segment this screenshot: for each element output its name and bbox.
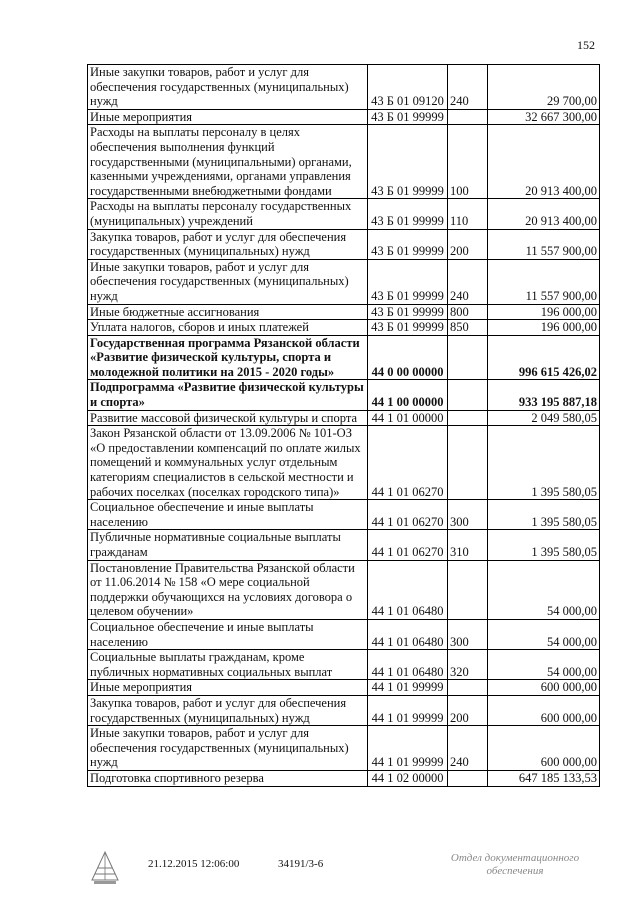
row-code-cell: 43 Б 01 09120: [368, 65, 448, 110]
row-code-cell: 43 Б 01 99999: [368, 259, 448, 304]
row-expense-type-cell: [448, 770, 488, 786]
row-amount-cell: 29 700,00: [488, 65, 600, 110]
table-row: [88, 426, 600, 500]
row-name-cell: Иные закупки товаров, работ и услуг для обеспечения государственных (муниципальных) нужд: [88, 726, 368, 771]
row-expense-type-cell: 310: [448, 530, 488, 560]
row-name-cell: Расходы на выплаты персоналу государственных (муниципальных) учреждений: [88, 199, 368, 229]
row-code-cell: 44 1 01 06480: [368, 650, 448, 680]
row-expense-type-cell: 200: [448, 695, 488, 725]
row-expense-type-cell: 100: [448, 125, 488, 199]
row-amount-cell: 54 000,00: [488, 560, 600, 619]
row-expense-type-cell: 850: [448, 320, 488, 336]
table-row: [88, 65, 600, 110]
row-name-cell: Публичные нормативные социальные выплаты гражданам: [88, 530, 368, 560]
row-name-cell: Иные мероприятия: [88, 680, 368, 696]
table-row: [88, 259, 600, 304]
table-row: [88, 695, 600, 725]
row-amount-cell: 32 667 300,00: [488, 109, 600, 125]
row-name-cell: Государственная программа Рязанской области «Развитие физической культуры, спорта и молодежной политики на 2015 - 2020 годы»: [88, 335, 368, 380]
row-code-cell: 44 1 01 06480: [368, 619, 448, 649]
row-expense-type-cell: [448, 410, 488, 426]
row-name-cell: Социальные выплаты гражданам, кроме публичных нормативных социальных выплат: [88, 650, 368, 680]
row-code-cell: 43 Б 01 99999: [368, 199, 448, 229]
table-row: [88, 304, 600, 320]
row-name-cell: Закупка товаров, работ и услуг для обеспечения государственных (муниципальных) нужд: [88, 229, 368, 259]
row-code-cell: 43 Б 01 99999: [368, 229, 448, 259]
row-expense-type-cell: [448, 680, 488, 696]
row-name-cell: Подпрограмма «Развитие физической культуры и спорта»: [88, 380, 368, 410]
row-amount-cell: 54 000,00: [488, 650, 600, 680]
row-code-cell: 44 0 00 00000: [368, 335, 448, 380]
table-row: [88, 726, 600, 771]
row-amount-cell: 54 000,00: [488, 619, 600, 649]
table-row: [88, 770, 600, 786]
table-row: [88, 680, 600, 696]
row-name-cell: Уплата налогов, сборов и иных платежей: [88, 320, 368, 336]
table-row: [88, 619, 600, 649]
page-number: 152: [577, 38, 595, 52]
row-code-cell: 44 1 01 06480: [368, 560, 448, 619]
row-amount-cell: 196 000,00: [488, 320, 600, 336]
row-expense-type-cell: [448, 560, 488, 619]
row-expense-type-cell: [448, 109, 488, 125]
row-expense-type-cell: 110: [448, 199, 488, 229]
row-name-cell: Иные закупки товаров, работ и услуг для обеспечения государственных (муниципальных) нужд: [88, 65, 368, 110]
row-expense-type-cell: [448, 426, 488, 500]
row-name-cell: Подготовка спортивного резерва: [88, 770, 368, 786]
row-name-cell: Иные мероприятия: [88, 109, 368, 125]
row-code-cell: 43 Б 01 99999: [368, 304, 448, 320]
budget-table: [87, 64, 600, 787]
table-row: [88, 560, 600, 619]
row-expense-type-cell: 240: [448, 726, 488, 771]
row-amount-cell: 996 615 426,02: [488, 335, 600, 380]
row-expense-type-cell: 200: [448, 229, 488, 259]
row-amount-cell: 2 049 580,05: [488, 410, 600, 426]
row-code-cell: 44 1 01 00000: [368, 410, 448, 426]
row-code-cell: 44 1 01 99999: [368, 680, 448, 696]
row-expense-type-cell: [448, 335, 488, 380]
row-amount-cell: 1 395 580,05: [488, 500, 600, 530]
row-amount-cell: 647 185 133,53: [488, 770, 600, 786]
row-name-cell: Развитие массовой физической культуры и спорта: [88, 410, 368, 426]
row-expense-type-cell: 300: [448, 619, 488, 649]
row-expense-type-cell: 320: [448, 650, 488, 680]
footer-doc-number: 34191/3-6: [278, 858, 324, 870]
stamp-line-2: обеспечения: [486, 865, 544, 877]
archive-logo-icon: [90, 850, 120, 886]
table-row: [88, 109, 600, 125]
row-expense-type-cell: 240: [448, 65, 488, 110]
table-row: [88, 125, 600, 199]
row-amount-cell: 11 557 900,00: [488, 229, 600, 259]
table-row: [88, 500, 600, 530]
row-expense-type-cell: 300: [448, 500, 488, 530]
row-name-cell: Постановление Правительства Рязанской области от 11.06.2014 № 158 «О мере социальной поддержки обучающихся на условиях договора о целевом обучении»: [88, 560, 368, 619]
row-expense-type-cell: 240: [448, 259, 488, 304]
row-amount-cell: 600 000,00: [488, 680, 600, 696]
department-stamp: [440, 852, 590, 878]
row-name-cell: Закупка товаров, работ и услуг для обеспечения государственных (муниципальных) нужд: [88, 695, 368, 725]
row-code-cell: 43 Б 01 99999: [368, 109, 448, 125]
stamp-line-1: Отдел документационного: [450, 852, 580, 864]
table-row: [88, 335, 600, 380]
row-code-cell: 44 1 01 06270: [368, 500, 448, 530]
row-name-cell: Социальное обеспечение и иные выплаты населению: [88, 619, 368, 649]
row-amount-cell: 20 913 400,00: [488, 125, 600, 199]
row-amount-cell: 11 557 900,00: [488, 259, 600, 304]
row-amount-cell: 196 000,00: [488, 304, 600, 320]
row-code-cell: 43 Б 01 99999: [368, 125, 448, 199]
row-amount-cell: 933 195 887,18: [488, 380, 600, 410]
row-amount-cell: 1 395 580,05: [488, 530, 600, 560]
table-row: [88, 530, 600, 560]
row-name-cell: Социальное обеспечение и иные выплаты населению: [88, 500, 368, 530]
table-row: [88, 199, 600, 229]
row-name-cell: Расходы на выплаты персоналу в целях обеспечения выполнения функций государственными (муниципальными) органами, казенными учреждениями, органами управления государственными внебюджетными фондами: [88, 125, 368, 199]
row-amount-cell: 600 000,00: [488, 695, 600, 725]
row-amount-cell: 1 395 580,05: [488, 426, 600, 500]
row-expense-type-cell: [448, 380, 488, 410]
footer: [80, 850, 620, 890]
row-name-cell: Закон Рязанской области от 13.09.2006 № 101-ОЗ «О предоставлении компенсаций по оплате жилых помещений и коммунальных услуг отдельным категориям специалистов в сельской местности и рабочих поселках (поселках городского типа)»: [88, 426, 368, 500]
row-amount-cell: 20 913 400,00: [488, 199, 600, 229]
row-code-cell: 44 1 02 00000: [368, 770, 448, 786]
table-row: [88, 410, 600, 426]
row-code-cell: 43 Б 01 99999: [368, 320, 448, 336]
row-code-cell: 44 1 00 00000: [368, 380, 448, 410]
row-expense-type-cell: 800: [448, 304, 488, 320]
table-row: [88, 380, 600, 410]
budget-table-body: [88, 65, 600, 787]
row-code-cell: 44 1 01 99999: [368, 726, 448, 771]
table-row: [88, 320, 600, 336]
row-code-cell: 44 1 01 99999: [368, 695, 448, 725]
table-row: [88, 229, 600, 259]
row-name-cell: Иные закупки товаров, работ и услуг для обеспечения государственных (муниципальных) нужд: [88, 259, 368, 304]
row-amount-cell: 600 000,00: [488, 726, 600, 771]
table-row: [88, 650, 600, 680]
row-code-cell: 44 1 01 06270: [368, 426, 448, 500]
row-code-cell: 44 1 01 06270: [368, 530, 448, 560]
footer-date: 21.12.2015 12:06:00: [148, 858, 240, 870]
row-name-cell: Иные бюджетные ассигнования: [88, 304, 368, 320]
